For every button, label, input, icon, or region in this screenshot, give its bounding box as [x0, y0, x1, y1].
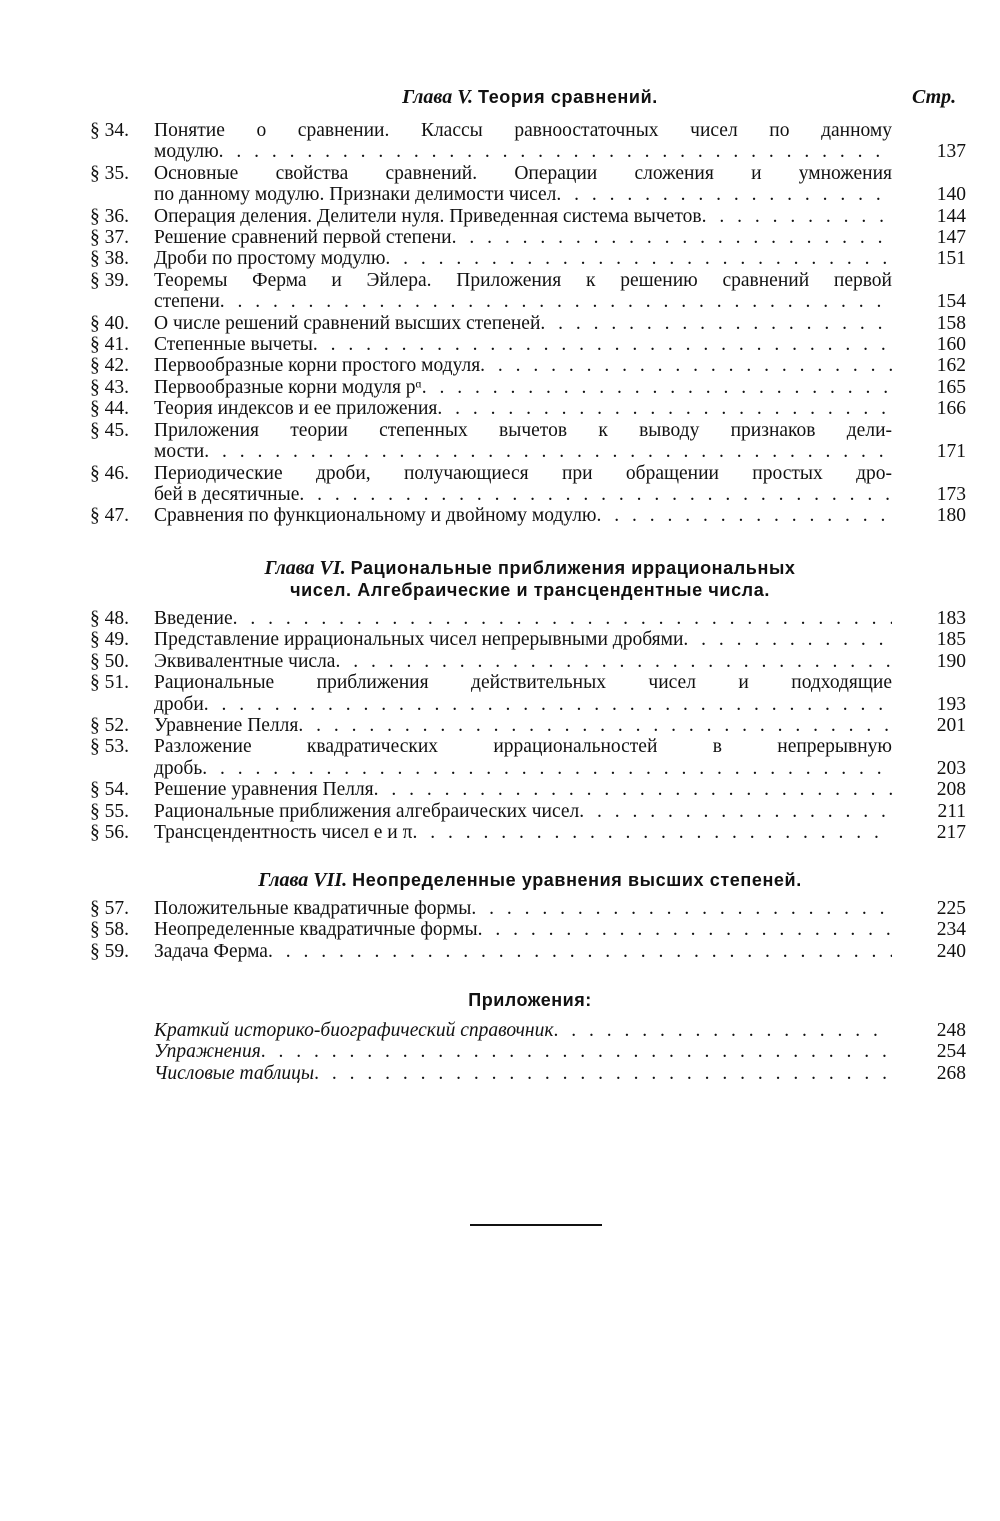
entry-title: модулю	[154, 141, 219, 163]
toc-entry	[90, 898, 970, 919]
page-number: 140	[936, 184, 966, 206]
appendix-title: Приложения:	[468, 990, 592, 1010]
page-number: 144	[936, 205, 966, 227]
entry-title: Числовые таблицы	[154, 1062, 315, 1084]
section-number: § 49.	[90, 629, 129, 651]
entry-title: Уравнение Пелля	[154, 715, 299, 737]
section-number: § 40.	[90, 312, 129, 334]
entry-title: дроби	[154, 693, 204, 715]
entry-title: Сравнения по функциональному и двойному модулю	[154, 505, 597, 527]
entry-title-line1: Разложение квадратических иррациональностей в непрерывную	[154, 736, 892, 758]
toc-entry	[90, 822, 970, 843]
page-number: 162	[936, 355, 966, 377]
dot-leader	[437, 398, 892, 419]
section-number: § 41.	[90, 334, 129, 356]
chapter-6-title-line2: чисел. Алгебраические и трансцендентные числа.	[290, 580, 770, 600]
entry-title: Упражнения	[154, 1041, 261, 1063]
dot-leader	[299, 484, 892, 505]
entry-title: по данному модулю. Признаки делимости чисел	[154, 184, 557, 206]
chapter-7-heading	[90, 869, 970, 891]
page-number: 240	[936, 940, 966, 962]
entry-title-line1: Периодические дроби, получающиеся при обращении простых дро-	[154, 462, 892, 484]
dot-leader	[261, 1041, 892, 1062]
page-number: 160	[936, 334, 966, 356]
entry-title-line1: Приложения теории степенных вычетов к выводу признаков дели-	[154, 419, 892, 441]
page-number: 208	[936, 779, 966, 801]
section-number: § 47.	[90, 505, 129, 527]
page-number: 173	[936, 483, 966, 505]
page-number: 154	[936, 291, 966, 313]
page-number: 225	[936, 898, 966, 919]
toc-entry	[90, 715, 970, 736]
dot-leader	[579, 801, 892, 822]
page-number: 254	[936, 1041, 966, 1063]
entry-title: Задача Ферма	[154, 940, 268, 962]
entry-title-line1: Теоремы Ферма и Эйлера. Приложения к решению сравнений первой	[154, 269, 892, 291]
entry-title: Операция деления. Делители нуля. Приведенная система вычетов	[154, 205, 702, 227]
section-number: § 53.	[90, 736, 129, 758]
dot-leader	[478, 919, 892, 940]
toc-entry	[90, 1041, 970, 1062]
page-number: 171	[936, 441, 966, 463]
toc-entry	[90, 651, 970, 672]
entry-title: Введение	[154, 608, 233, 629]
page-number: 165	[936, 376, 966, 398]
entry-title: Представление иррациональных чисел непрерывными дробями	[154, 629, 684, 651]
toc-entry	[90, 420, 970, 463]
entry-title: Рациональные приближения алгебраических чисел	[154, 800, 580, 822]
section-number: § 48.	[90, 608, 129, 629]
page-number: 185	[936, 629, 966, 651]
page-number: 158	[936, 312, 966, 334]
page-number: 190	[936, 650, 966, 672]
section-number: § 43.	[90, 376, 129, 398]
toc-entry	[90, 227, 970, 248]
entry-title: Эквивалентные числа	[154, 650, 336, 672]
section-number: § 37.	[90, 227, 129, 249]
section-number: § 50.	[90, 650, 129, 672]
toc-entry	[90, 919, 970, 940]
page-number: 151	[936, 248, 966, 270]
chapter-5-heading	[90, 86, 970, 108]
page-number: 193	[936, 693, 966, 715]
page-number: 203	[936, 757, 966, 779]
dot-leader	[204, 694, 892, 715]
section-number: § 39.	[90, 269, 129, 291]
page-number: 137	[936, 141, 966, 163]
entry-title: Дроби по простому модулю	[154, 248, 386, 270]
page-number: 147	[936, 227, 966, 249]
entry-title: Трансцендентность чисел e и π	[154, 822, 413, 844]
section-number: § 55.	[90, 800, 129, 822]
entry-title: Теория индексов и ее приложения	[154, 398, 438, 420]
toc-entry	[90, 334, 970, 355]
dot-leader	[335, 651, 892, 672]
section-number: § 58.	[90, 919, 129, 941]
chapter-6-prefix: Глава VI.	[264, 557, 346, 579]
section-number: § 52.	[90, 715, 129, 737]
chapter-7-title: Неопределенные уравнения высших степеней.	[352, 870, 802, 890]
dot-leader	[298, 715, 892, 736]
dot-leader	[452, 227, 892, 248]
entry-title: дробь	[154, 757, 203, 779]
dot-leader	[540, 313, 892, 334]
dot-leader	[204, 441, 892, 462]
toc-entry	[90, 801, 970, 822]
dot-leader	[374, 779, 892, 800]
page-number: 180	[936, 505, 966, 527]
toc-entry	[90, 355, 970, 376]
entry-title: Первообразные корни модуля pᵅ	[154, 376, 422, 398]
page-number: 166	[936, 398, 966, 420]
dot-leader	[553, 1020, 892, 1041]
section-number: § 44.	[90, 398, 129, 420]
entry-title: Положительные квадратичные формы	[154, 898, 472, 919]
chapter-5-prefix: Глава V.	[402, 86, 473, 108]
entry-title-line1: Понятие о сравнении. Классы равноостаточных чисел по данному	[154, 120, 892, 141]
chapter-5-title: Теория сравнений.	[478, 87, 658, 107]
toc-entry	[90, 505, 970, 526]
end-rule	[470, 1224, 602, 1226]
page-number: 248	[936, 1020, 966, 1041]
toc-entry	[90, 463, 970, 506]
entry-title: мости	[154, 441, 205, 463]
appendix-entries	[90, 1020, 970, 1084]
section-number: § 35.	[90, 162, 129, 184]
toc-entry	[90, 270, 970, 313]
entry-title: Решение сравнений первой степени	[154, 227, 452, 249]
dot-leader	[471, 898, 892, 919]
dot-leader	[220, 291, 892, 312]
dot-leader	[313, 334, 892, 355]
toc-entry	[90, 672, 970, 715]
section-number: § 59.	[90, 940, 129, 962]
section-number: § 57.	[90, 898, 129, 919]
section-number: § 38.	[90, 248, 129, 270]
toc-entry	[90, 1020, 970, 1041]
entry-title: Неопределенные квадратичные формы	[154, 919, 478, 941]
entry-title: Решение уравнения Пелля	[154, 779, 374, 801]
section-number: § 51.	[90, 672, 129, 694]
section-number: § 56.	[90, 822, 129, 844]
chapter-5-entries	[90, 120, 970, 527]
dot-leader	[233, 608, 892, 629]
section-number: § 36.	[90, 205, 129, 227]
dot-leader	[385, 248, 892, 269]
toc-entry	[90, 248, 970, 269]
page-number: 183	[936, 608, 966, 629]
toc-entry	[90, 1063, 970, 1084]
dot-leader	[702, 206, 892, 227]
toc-entry	[90, 120, 970, 163]
dot-leader	[556, 184, 892, 205]
section-number: § 42.	[90, 355, 129, 377]
toc-entry	[90, 377, 970, 398]
dot-leader	[480, 355, 892, 376]
entry-title: степени	[154, 291, 220, 313]
chapter-6-heading	[90, 557, 970, 601]
chapter-6-title: Рациональные приближения иррациональных	[350, 558, 796, 578]
section-number: § 34.	[90, 120, 129, 141]
dot-leader	[412, 822, 892, 843]
toc-entry	[90, 736, 970, 779]
section-number: § 45.	[90, 419, 129, 441]
dot-leader	[219, 141, 892, 162]
dot-leader	[268, 941, 892, 962]
section-number: § 54.	[90, 779, 129, 801]
section-number: § 46.	[90, 462, 129, 484]
chapter-7-entries	[90, 898, 970, 962]
page-number: 217	[936, 822, 966, 844]
chapter-6-entries	[90, 608, 970, 843]
toc-entry	[90, 941, 970, 962]
toc-entry	[90, 313, 970, 334]
entry-title: Степенные вычеты	[154, 334, 313, 356]
toc-entry	[90, 608, 970, 629]
page-number: 268	[936, 1062, 966, 1084]
chapter-7-prefix: Глава VII.	[258, 869, 348, 891]
entry-title: О числе решений сравнений высших степеней	[154, 312, 541, 334]
page-number: 234	[936, 919, 966, 941]
entry-title: Краткий историко-биографический справочник	[154, 1020, 554, 1041]
entry-title-line1: Основные свойства сравнений. Операции сложения и умножения	[154, 162, 892, 184]
toc-entry	[90, 398, 970, 419]
entry-title: Первообразные корни простого модуля	[154, 355, 481, 377]
dot-leader	[422, 377, 892, 398]
page-column-label: Стр.	[912, 86, 957, 108]
toc-entry	[90, 779, 970, 800]
dot-leader	[683, 629, 892, 650]
dot-leader	[314, 1063, 892, 1084]
entry-title-line1: Рациональные приближения действительных чисел и подходящие	[154, 672, 892, 694]
page-number: 201	[936, 715, 966, 737]
page-number: 211	[937, 800, 966, 822]
toc-entry	[90, 163, 970, 206]
dot-leader	[597, 505, 893, 526]
dot-leader	[202, 758, 892, 779]
toc-entry	[90, 206, 970, 227]
toc-entry	[90, 629, 970, 650]
entry-title: бей в десятичные	[154, 483, 300, 505]
